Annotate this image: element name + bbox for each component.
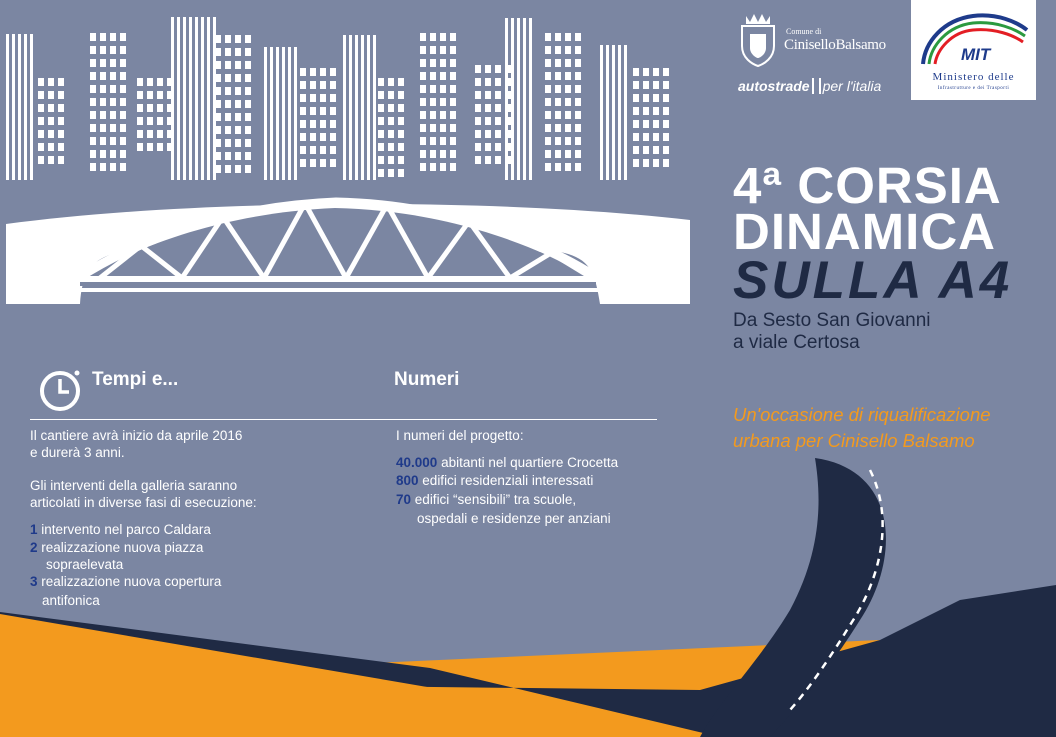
tempi-item-text: realizzazione nuova piazza bbox=[41, 540, 204, 555]
tempi-item-number: 3 bbox=[30, 574, 38, 589]
tempi-para2-line2: articolati in diverse fasi di esecuzione: bbox=[30, 495, 257, 510]
mit-logo-icon bbox=[917, 8, 1031, 70]
numeri-item-text: edifici “sensibili” tra scuole, bbox=[414, 492, 577, 507]
tempi-item-2 bbox=[30, 539, 203, 556]
bridge-illustration bbox=[6, 202, 690, 304]
numeri-item-number: 70 bbox=[396, 492, 412, 507]
page-title-line1: 4ª CORSIA bbox=[733, 157, 1002, 214]
autostrade-bars-icon bbox=[812, 78, 821, 94]
comune-crest-icon bbox=[738, 12, 778, 68]
numeri-intro: I numeri del progetto: bbox=[396, 428, 524, 443]
tempi-item-3-cont: antifonica bbox=[42, 593, 100, 608]
numeri-item-3 bbox=[396, 491, 576, 508]
tempi-item-1 bbox=[30, 521, 211, 538]
mit-name-line1: Ministero delle bbox=[932, 71, 1015, 83]
autostrade-logo bbox=[738, 78, 881, 94]
section-divider bbox=[30, 419, 657, 420]
numeri-item-text: abitanti nel quartiere Crocetta bbox=[441, 455, 619, 470]
comune-logo bbox=[738, 10, 904, 70]
page-title-line2: DINAMICA bbox=[733, 203, 996, 260]
autostrade-wordmark: autostrade bbox=[738, 78, 810, 94]
numeri-item-number: 800 bbox=[396, 473, 419, 488]
tempi-item-number: 2 bbox=[30, 540, 38, 555]
mit-brand-text: MIT bbox=[961, 45, 991, 64]
subtitle-line1: Da Sesto San Giovanni bbox=[733, 310, 931, 331]
numeri-item-number: 40.000 bbox=[396, 455, 438, 470]
comune-label-small: Comune di bbox=[786, 27, 822, 36]
tempi-item-3 bbox=[30, 573, 221, 590]
subtitle-line2: a viale Certosa bbox=[733, 332, 860, 353]
city-skyline bbox=[6, 17, 669, 180]
page-title-line3: SULLA A4 bbox=[733, 251, 1013, 310]
numeri-item-text: edifici residenziali interessati bbox=[422, 473, 594, 488]
tagline-line2: urbana per Cinisello Balsamo bbox=[733, 430, 975, 451]
numeri-heading: Numeri bbox=[394, 369, 460, 390]
tempi-item-text: intervento nel parco Caldara bbox=[41, 522, 211, 537]
comune-name: CiniselloBalsamo bbox=[784, 37, 886, 53]
tempi-item-text: realizzazione nuova copertura bbox=[41, 574, 222, 589]
tempi-para1-line2: e durerà 3 anni. bbox=[30, 445, 125, 460]
tempi-para1-line1: Il cantiere avrà inizio da aprile 2016 bbox=[30, 428, 243, 443]
numeri-item-3-cont: ospedali e residenze per anziani bbox=[417, 511, 611, 526]
mit-logo-box bbox=[911, 0, 1036, 100]
tempi-item-2-cont: sopraelevata bbox=[46, 557, 124, 572]
autostrade-tagline: per l'italia bbox=[822, 78, 882, 94]
mit-name-line2: Infrastrutture e dei Trasporti bbox=[937, 86, 1010, 91]
tempi-para2-line1: Gli interventi della galleria saranno bbox=[30, 478, 238, 493]
tempi-item-number: 1 bbox=[30, 522, 38, 537]
numeri-item-2 bbox=[396, 472, 593, 489]
numeri-item-1 bbox=[396, 454, 618, 471]
clock-icon bbox=[38, 367, 84, 413]
tagline-line1: Un'occasione di riqualificazione bbox=[733, 404, 991, 425]
tempi-heading: Tempi e... bbox=[92, 369, 179, 390]
